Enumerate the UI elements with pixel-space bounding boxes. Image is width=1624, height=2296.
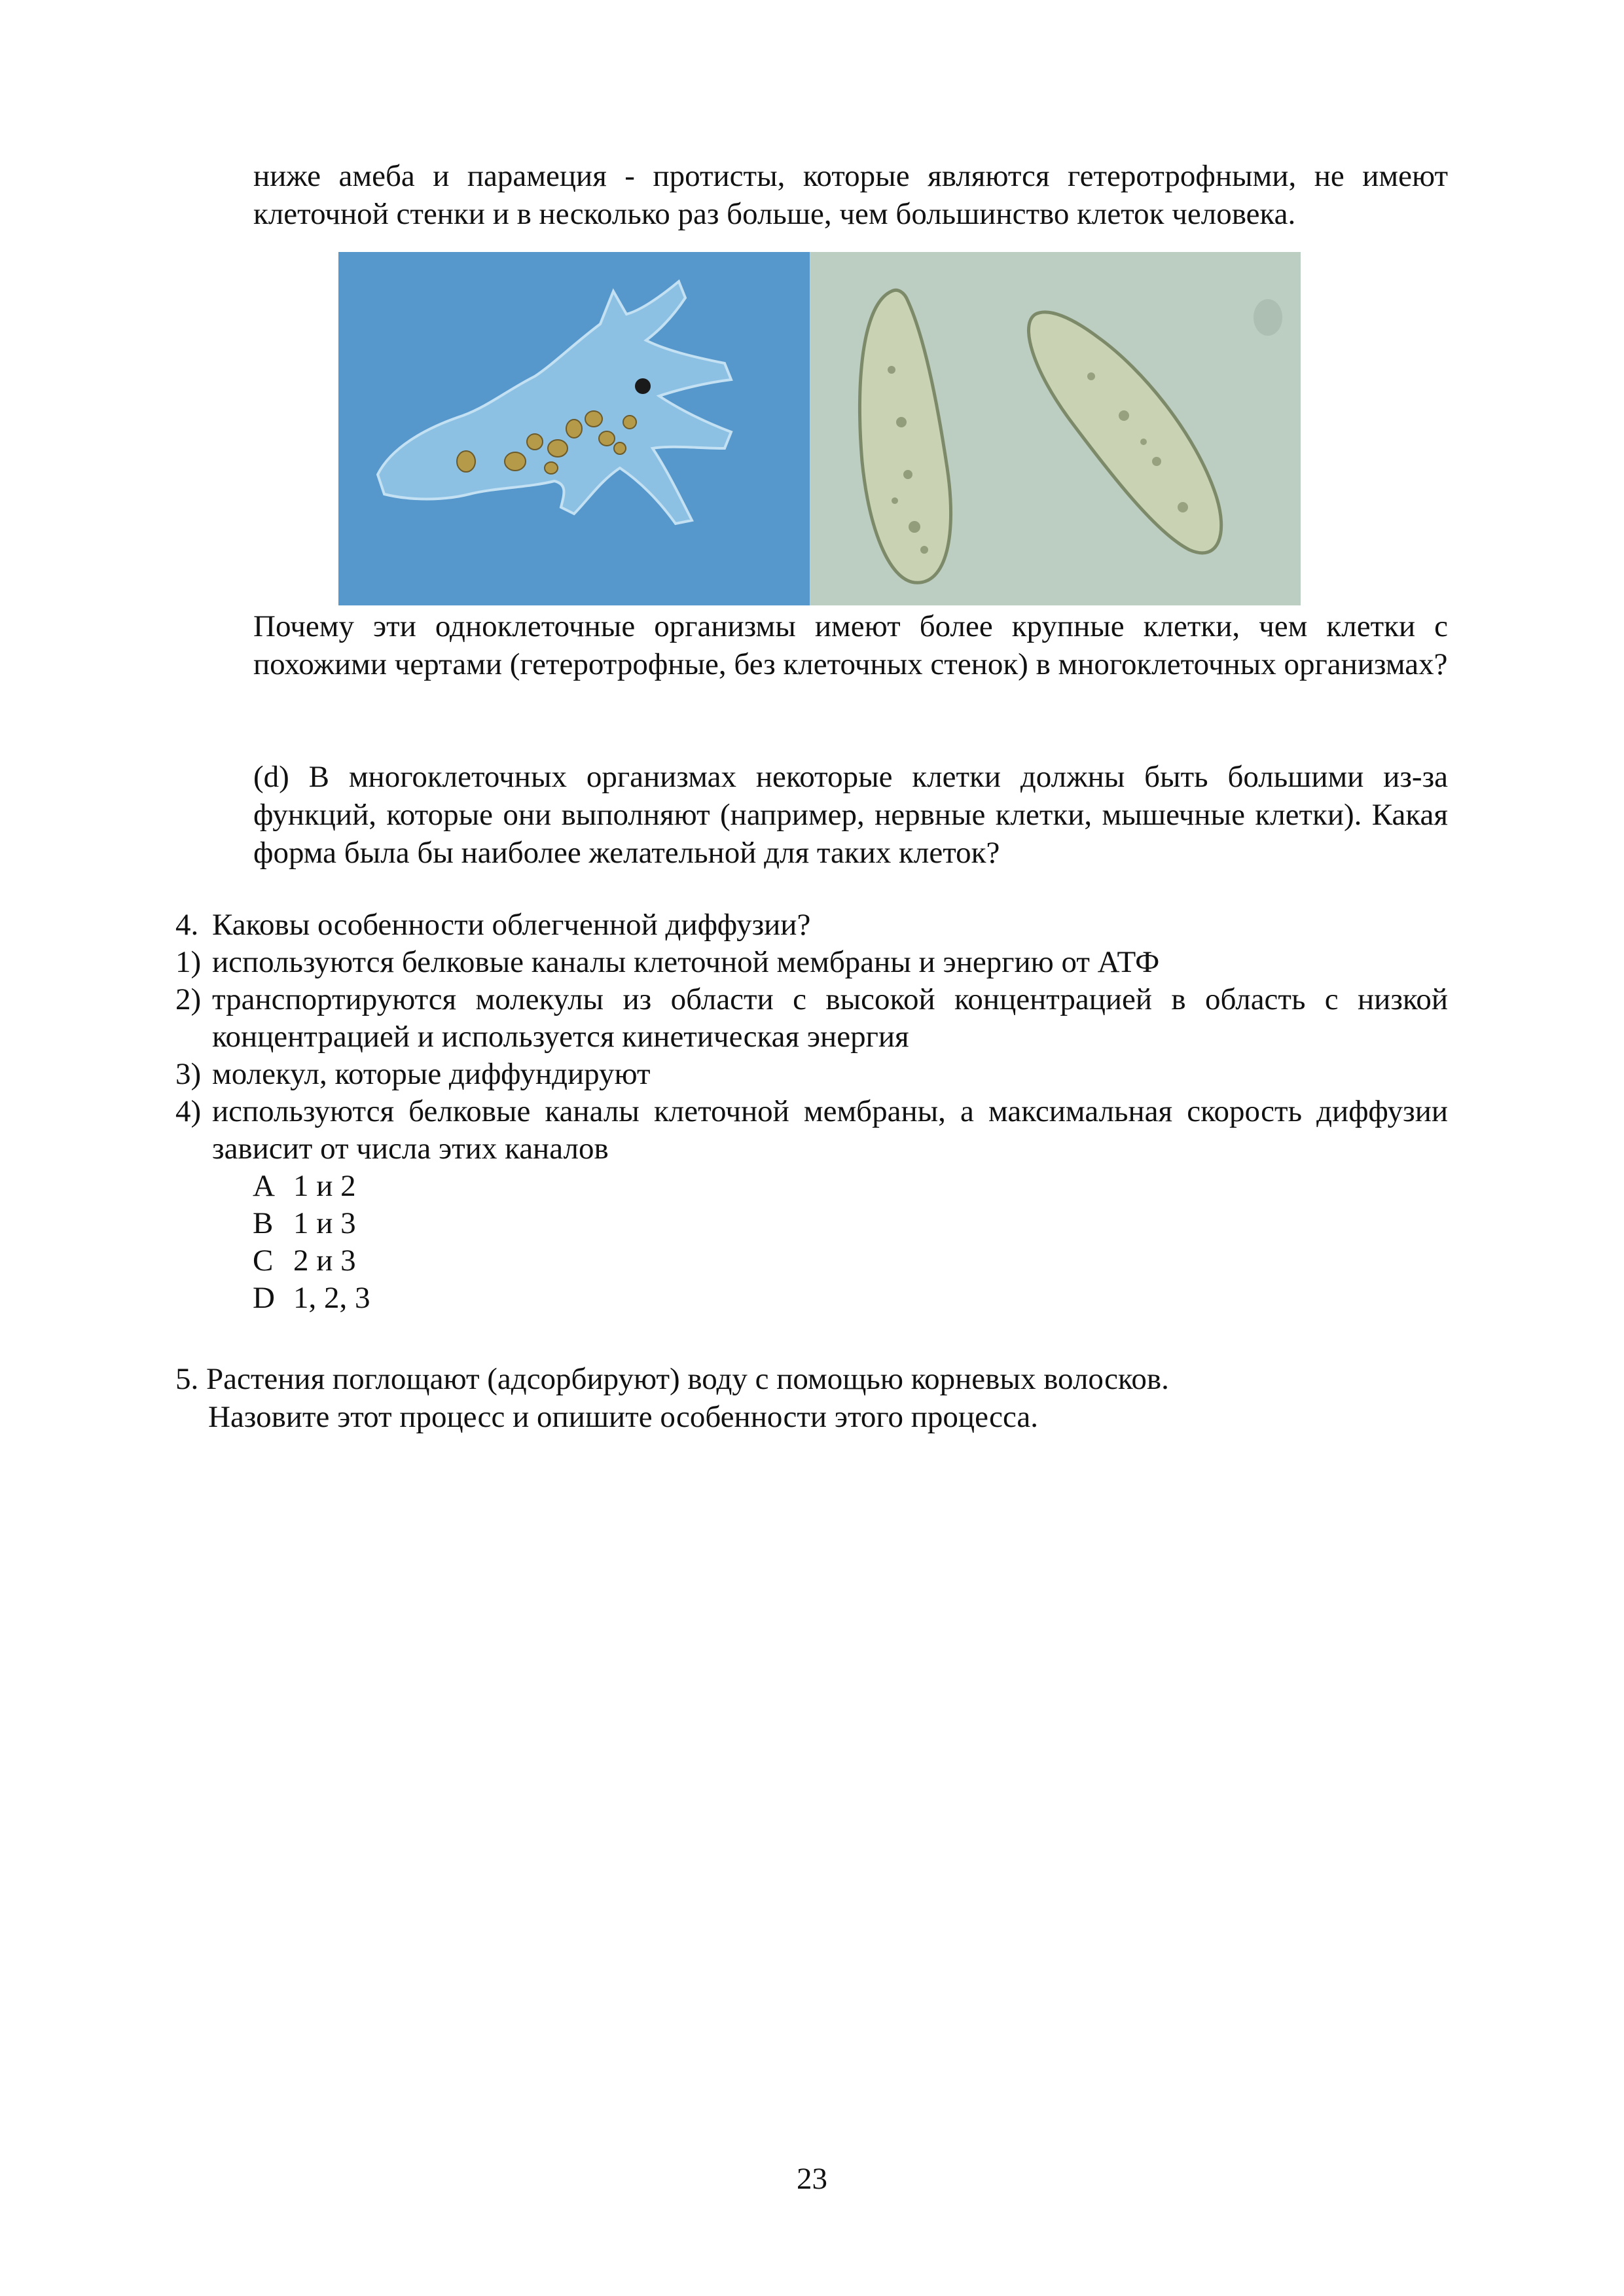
option-number: 3) (175, 1057, 202, 1091)
paramecium-photo (810, 252, 1301, 605)
question-5-line-1: 5. Растения поглощают (адсорбируют) воду с помощью корневых волосков. (175, 1362, 1169, 1396)
answer-choice-d (253, 1280, 1448, 1317)
answer-text: 1 и 3 (293, 1206, 356, 1240)
answer-letter: C (253, 1244, 274, 1278)
amoeba-photo (338, 252, 810, 605)
option-text: транспортируются молекулы из области с высокой концентрацией в область с низкой концентрацией и используется кинетическая энергия (212, 982, 1448, 1054)
option-number: 1) (175, 945, 202, 979)
answer-choice-c (253, 1242, 1448, 1280)
answer-text: 2 и 3 (293, 1244, 356, 1278)
option-3 (175, 1056, 1448, 1093)
option-text: молекул, которые диффундируют (212, 1057, 651, 1091)
option-number: 4) (175, 1094, 202, 1128)
answer-letter: D (253, 1281, 275, 1315)
option-2 (175, 981, 1448, 1056)
option-4 (175, 1093, 1448, 1168)
answer-letter: B (253, 1206, 274, 1240)
answer-choice-b (253, 1205, 1448, 1242)
answer-choice-a (253, 1168, 1448, 1205)
page-number: 23 (797, 2162, 827, 2196)
question-5-block (175, 1360, 1448, 1436)
answer-choices (253, 1168, 1448, 1317)
option-1 (175, 944, 1448, 981)
question-4-number: 4. (175, 908, 199, 942)
question-4-heading (175, 906, 1448, 944)
question-d-paragraph: (d) В многоклеточных организмах некоторые клетки должны быть большими из-за функций, которые они выполняют (например, нервные клетки, мышечные клетки). Какая форма была бы наиболее желательной для таких клеток? (253, 760, 1448, 870)
question-5-line-2: Назовите этот процесс и опишите особенности этого процесса. (208, 1400, 1039, 1434)
answer-text: 1 и 2 (293, 1169, 356, 1203)
question-4-block (175, 906, 1448, 1317)
question-4-text: Каковы особенности облегченной диффузии? (212, 908, 811, 942)
question-c-paragraph: Почему эти одноклеточные организмы имеют более крупные клетки, чем клетки с похожими чертами (гетеротрофные, без клеточных стенок) в многоклеточных организмах? (253, 609, 1448, 681)
answer-letter: A (253, 1169, 275, 1203)
option-text: используются белковые каналы клеточной мембраны, а максимальная скорость диффузии зависит от числа этих каналов (212, 1094, 1448, 1166)
option-text: используются белковые каналы клеточной мембраны и энергию от АТФ (212, 945, 1160, 979)
intro-paragraph: ниже амеба и парамеция - протисты, которые являются гетеротрофными, не имеют клеточной стенки и в несколько раз больше, чем большинство клеток человека. (253, 159, 1448, 231)
protists-figure (338, 252, 1301, 605)
answer-text: 1, 2, 3 (293, 1281, 370, 1315)
option-number: 2) (175, 982, 202, 1016)
